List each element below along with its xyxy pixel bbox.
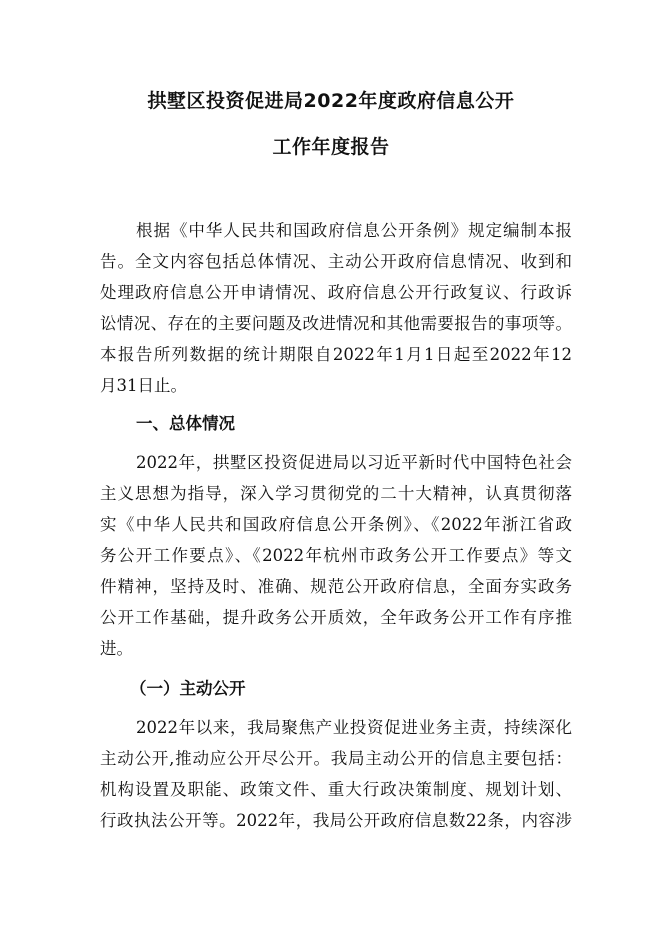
intro-line: 月31日止。 <box>100 376 187 395</box>
section-heading-overall: 一、总体情况 <box>136 414 235 433</box>
intro-line: 根据《中华人民共和国政府信息公开条例》规定编制本报 <box>136 221 572 240</box>
document-title-line-1: 拱墅区投资促进局2022年度政府信息公开 <box>147 90 515 112</box>
overall-line: 主义思想为指导，深入学习贯彻党的二十大精神，认真贯彻落 <box>100 484 572 503</box>
intro-line: 处理政府信息公开申请情况、政府信息公开行政复议、行政诉 <box>100 283 572 302</box>
overall-line: 务公开工作要点》、《2022年杭州市政务公开工作要点》等文 <box>100 546 572 565</box>
proactive-line: 2022年以来，我局聚焦产业投资促进业务主责，持续深化 <box>136 718 572 737</box>
intro-line: 讼情况、存在的主要问题及改进情况和其他需要报告的事项等。 <box>100 314 572 333</box>
intro-line: 本报告所列数据的统计期限自2022年1月1日起至2022年12 <box>100 345 572 364</box>
document-title-line-2: 工作年度报告 <box>272 136 390 158</box>
proactive-line: 行政执法公开等。2022年，我局公开政府信息数22条，内容涉 <box>100 811 572 830</box>
subsection-heading-proactive: （一）主动公开 <box>130 679 246 698</box>
intro-line: 告。全文内容包括总体情况、主动公开政府信息情况、收到和 <box>100 252 572 271</box>
overall-line: 进。 <box>100 639 133 658</box>
overall-line: 件精神，坚持及时、准确、规范公开政府信息，全面夯实政务 <box>100 577 572 596</box>
proactive-line: 主动公开,推动应公开尽公开。我局主动公开的信息主要包括： <box>100 749 572 768</box>
overall-line: 2022年，拱墅区投资促进局以习近平新时代中国特色社会 <box>136 453 572 472</box>
proactive-line: 机构设置及职能、政策文件、重大行政决策制度、规划计划、 <box>100 780 572 799</box>
overall-line: 公开工作基础，提升政务公开质效，全年政务公开工作有序推 <box>100 608 572 627</box>
overall-line: 实《中华人民共和国政府信息公开条例》、《2022年浙江省政 <box>100 515 572 534</box>
